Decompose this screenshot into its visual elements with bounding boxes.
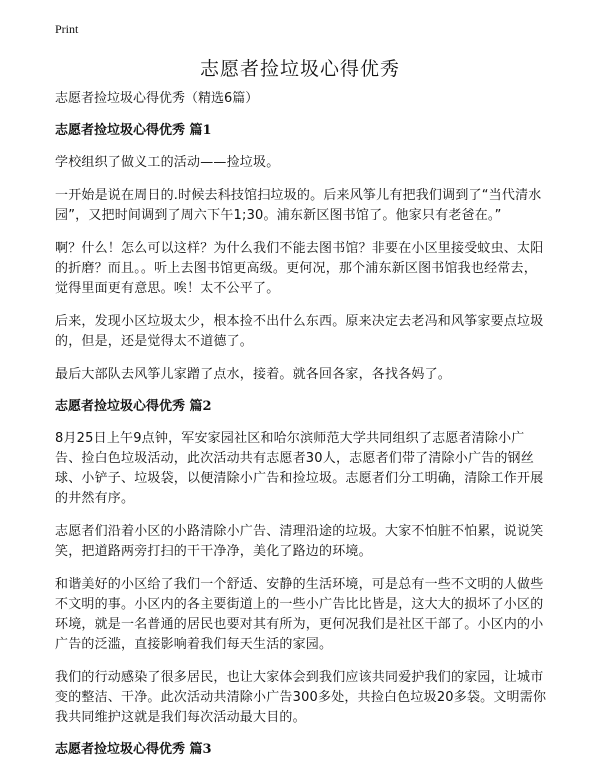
page-title: 志愿者捡垃圾心得优秀 — [199, 58, 400, 80]
paragraph: 志愿者们沿着小区的小路清除小广告、清理沿途的垃圾。大家不怕脏不怕累，说说笑笑，把道路两旁打扫的干干净净，美化了路边的环境。 — [55, 524, 544, 559]
paragraph: 啊？什么！怎么可以这样？为什么我们不能去图书馆？非要在小区里接受蚊虫、太阳的折磨？而且。。听上去图书馆更高级。更何况，那个浦东新区图书馆我也经常去，觉得里面更有意思。唉！太不公平了。 — [55, 241, 544, 296]
paragraph: 和谐美好的小区给了我们一个舒适、安静的生活环境，可是总有一些不文明的人做些不文明的事。小区内的各主要街道上的一些小广告比比皆是，这大大的损坏了小区的环境，就是一名普通的居民也要对其有所为，更何况我们是社区干部了。小区内的小广告的泛滥，直接影响着我们每天生活的家园。 — [55, 577, 544, 652]
paragraph: 学校组织了做义工的活动——捡垃圾。 — [55, 155, 280, 170]
section-heading: 志愿者捡垃圾心得优秀 篇3 — [55, 742, 212, 757]
section-heading: 志愿者捡垃圾心得优秀 篇1 — [55, 123, 212, 138]
paragraph: 后来，发现小区垃圾太少，根本捡不出什么东西。原来决定去老冯和风筝家要点垃圾的，但是，还是觉得太不道德了。 — [55, 314, 544, 349]
document-body — [55, 90, 550, 772]
paragraph: 8月25日上午9点钟，军安家园社区和哈尔滨师范大学共同组织了志愿者清除小广告、捡白色垃圾活动，此次活动共有志愿者30人，志愿者们带了清除小广告的钢丝球、小铲子、垃圾袋，以便清除小广告和捡垃圾。志愿者们分工明确，清除工作开展的井然有序。 — [55, 431, 544, 506]
paragraph: 最后大部队去风筝儿家蹭了点水，接着。就各回各家，各找各妈了。 — [55, 367, 452, 382]
paragraph: 我们的行动感染了很多居民，也让大家体会到我们应该共同爱护我们的家园，让城市变的整洁、干净。此次活动共清除小广告300多处，共捡白色垃圾20多袋。文明需你我共同维护这就是我们每次活动最大目的。 — [55, 670, 547, 725]
print-link[interactable]: Print — [55, 22, 79, 36]
paragraph: 一开始是说在周日的.时候去科技馆扫垃圾的。后来风筝儿有把我们调到了“当代清水园”，又把时间调到了周六下午1;30。浦东新区图书馆了。他家只有老爸在。” — [55, 188, 542, 223]
section-heading: 志愿者捡垃圾心得优秀 篇2 — [55, 399, 212, 414]
document-subtitle: 志愿者捡垃圾心得优秀（精选6篇） — [55, 91, 259, 106]
